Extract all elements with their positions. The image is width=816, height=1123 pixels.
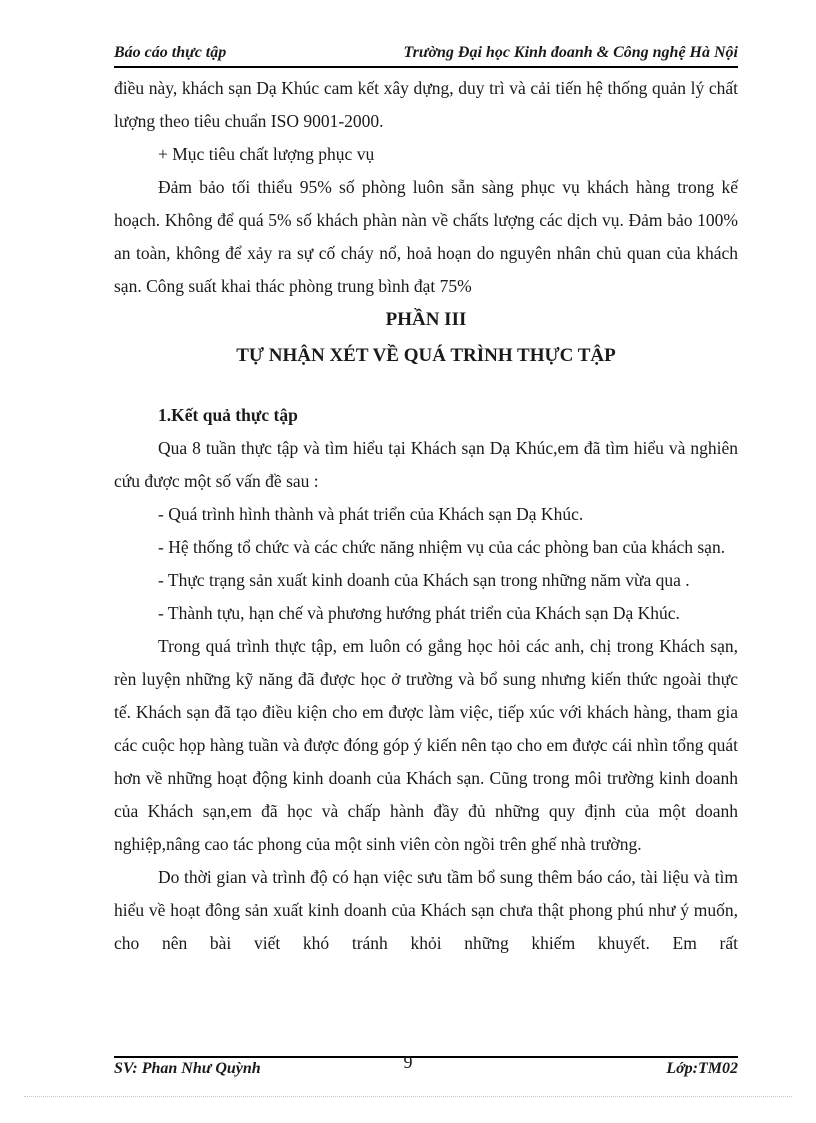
list-item: - Thành tựu, hạn chế và phương hướng phát triển của Khách sạn Dạ Khúc. [158,603,680,623]
list-item: - Hệ thống tổ chức và các chức năng nhiệm vụ của các phòng ban của khách sạn. [158,537,726,557]
paragraph-internship-experience: Trong quá trình thực tập, em luôn có gắng học hỏi các anh, chị trong Khách sạn, rèn luyện những kỹ năng đã được học ở trường và bổ sung nhưng kiến thức ngoài thực tế. Khách sạn đã tạo điều kiện cho em được làm việc, tiếp xúc với khách hàng, tham gia các cuộc họp hàng tuần và được đóng góp ý kiến nên tạo cho em được cái nhìn tổng quát hơn về những hoạt động kinh doanh của Khách sạn. Cũng trong môi trường kinh doanh của Khách sạn,em đã học và chấp hành đầy đủ những quy định của một doanh nghiệp,nâng cao tác phong của một sinh viên còn ngồi trên ghế nhà trường. [114,636,738,854]
paragraph-limitations: Do thời gian và trình độ có hạn việc sưu tầm bổ sung thêm báo cáo, tài liệu và tìm hiểu về hoạt đông sản xuất kinh doanh của Khách sạn chưa thật phong phú như ý muốn, cho nên bài viết khó tránh khỏi những khiếm khuyết. Em rất [114,867,738,953]
footer-class: Lớp:TM02 [666,1060,738,1077]
page-footer [114,1058,738,1084]
list-item: - Quá trình hình thành và phát triển của Khách sạn Dạ Khúc. [158,504,584,524]
header-report-title: Báo cáo thực tập [114,44,227,61]
paragraph-quality-goal-heading: + Mục tiêu chất lượng phục vụ [158,144,375,164]
part-subtitle: TỰ NHẬN XÉT VỀ QUÁ TRÌNH THỰC TẬP [236,345,616,366]
page-boundary-divider [24,1096,792,1097]
list-item: - Thực trạng sản xuất kinh doanh của Khách sạn trong những năm vừa qua . [158,570,690,590]
footer-student-name: SV: Phan Như Quỳnh [114,1060,261,1077]
part-title: PHẦN III [385,309,467,330]
page-number: 9 [403,1052,413,1072]
header-rule [114,66,738,68]
page-body [114,72,738,960]
paragraph-internship-intro: Qua 8 tuần thực tập và tìm hiểu tại Khách sạn Dạ Khúc,em đã tìm hiểu và nghiên cứu được một số vấn đề sau : [114,438,738,491]
page-header [114,44,738,68]
paragraph-iso-commitment: điều này, khách sạn Dạ Khúc cam kết xây dựng, duy trì và cải tiến hệ thống quản lý chất lượng theo tiêu chuẩn ISO 9001-2000. [114,78,738,131]
paragraph-quality-goals: Đảm bảo tối thiểu 95% số phòng luôn sẵn sàng phục vụ khách hàng trong kế hoạch. Không để quá 5% số khách phàn nàn về chấts lượng các dịch vụ. Đảm bảo 100% an toàn, không để xảy ra sự cố cháy nổ, hoả hoạn do nguyên nhân chủ quan của khách sạn. Công suất khai thác phòng trung bình đạt 75% [114,177,738,296]
header-university: Trường Đại học Kinh đoanh & Công nghệ Hà Nội [403,44,738,61]
section-heading: 1.Kết quả thực tập [158,405,298,425]
